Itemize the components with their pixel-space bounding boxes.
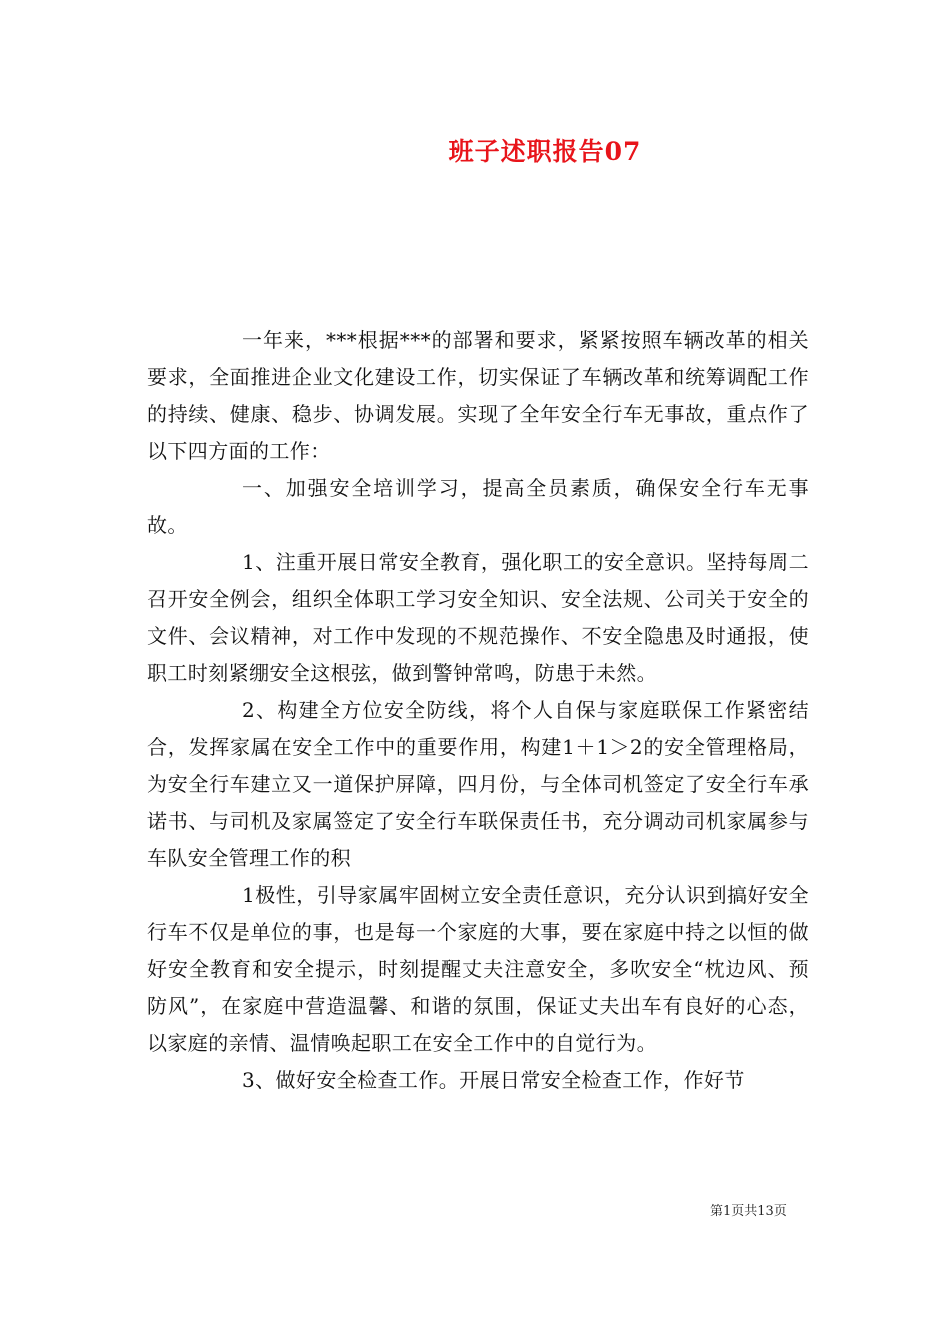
paragraph-item-3: 3、做好安全检查工作。开展日常安全检查工作，作好节: [242, 1068, 745, 1092]
paragraph-item-2: 2、构建全方位安全防线，将个人自保与家庭联保工作紧密结合，发挥家属在安全工作中的重要作用，构建1＋1＞2的安全管理格局，为安全行车建立又一道保护屏障，四月份，与全体司机签定了安全行车承诺书、与司机及家属签定了安全行车联保责任书，充分调动司机家属参与车队安全管理工作的积: [147, 698, 809, 870]
paragraph-intro: 一年来，***根据***的部署和要求，紧紧按照车辆改革的相关要求，全面推进企业文化建设工作，切实保证了车辆改革和统筹调配工作的持续、健康、稳步、协调发展。实现了全年安全行车无事故，重点作了以下四方面的工作：: [147, 328, 809, 463]
document-body: [147, 322, 809, 1099]
paragraph-item-1: 1、注重开展日常安全教育，强化职工的安全意识。坚持每周二召开安全例会，组织全体职工学习安全知识、安全法规、公司关于安全的文件、会议精神，对工作中发现的不规范操作、不安全隐患及时通报，使职工时刻紧绷安全这根弦，做到警钟常鸣，防患于未然。: [147, 550, 809, 685]
paragraph-section-1-heading: 一、加强安全培训学习，提高全员素质，确保安全行车无事故。: [147, 476, 809, 537]
page-number-footer: 第1页共13页: [710, 1204, 787, 1219]
document-title: 班子述职报告07: [448, 137, 642, 166]
paragraph-item-2-continued: 1极性，引导家属牢固树立安全责任意识，充分认识到搞好安全行车不仅是单位的事，也是每一个家庭的大事，要在家庭中持之以恒的做好安全教育和安全提示，时刻提醒丈夫注意安全，多吹安全“枕边风、预防风”，在家庭中营造温馨、和谐的氛围，保证丈夫出车有良好的心态，以家庭的亲情、温情唤起职工在安全工作中的自觉行为。: [147, 883, 809, 1055]
